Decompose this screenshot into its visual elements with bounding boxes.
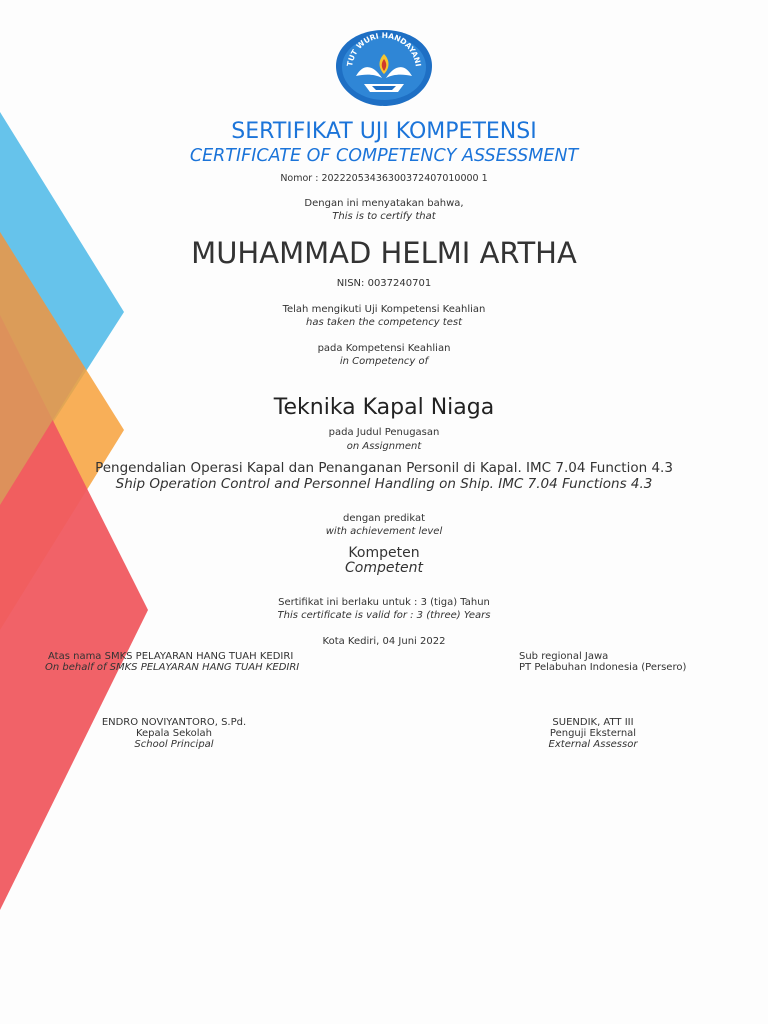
certificate-number: Nomor : 20222053436300372407010000 1 <box>280 173 488 184</box>
predicate-indonesian: Kompeten <box>348 545 420 561</box>
title-english: CERTIFICATE OF COMPETENCY ASSESSMENT <box>189 146 579 166</box>
right-signatory-role-indonesian: Penguji Eksternal <box>549 728 637 739</box>
left-signatory-role-english: School Principal <box>134 739 214 750</box>
left-signatory-role-indonesian: Kepala Sekolah <box>135 728 213 739</box>
svg-text:TUT WURI HANDAYANI: TUT WURI HANDAYANI <box>345 30 423 68</box>
predicate-intro-english: with achievement level <box>325 526 443 537</box>
intro-english: This is to certify that <box>332 211 436 222</box>
place-date: Kota Kediri, 04 Juni 2022 <box>322 636 446 647</box>
assignment-intro-english: on Assignment <box>346 441 422 452</box>
validity-indonesian: Sertifikat ini berlaku untuk : 3 (tiga) Tahun <box>278 597 490 608</box>
left-org-indonesian: Atas nama SMKS PELAYARAN HANG TUAH KEDIRI <box>48 651 294 662</box>
title-indonesian: SERTIFIKAT UJI KOMPETENSI <box>231 119 537 144</box>
validity-english: This certificate is valid for : 3 (three) Years <box>277 610 491 621</box>
predicate-intro-indonesian: dengan predikat <box>342 513 425 524</box>
competency-name: Teknika Kapal Niaga <box>273 395 495 420</box>
competency-intro-indonesian: pada Kompetensi Keahlian <box>317 343 451 354</box>
tut-wuri-handayani-logo <box>334 26 434 108</box>
assignment-indonesian: Pengendalian Operasi Kapal dan Penanganan Personil di Kapal. IMC 7.04 Function 4.3 <box>95 460 673 476</box>
recipient-nisn: NISN: 0037240701 <box>336 278 432 289</box>
intro-indonesian: Dengan ini menyatakan bahwa, <box>304 198 464 209</box>
test-indonesian: Telah mengikuti Uji Kompetensi Keahlian <box>282 304 486 315</box>
assignment-intro-indonesian: pada Judul Penugasan <box>328 427 440 438</box>
right-org-line2: PT Pelabuhan Indonesia (Persero) <box>519 662 687 673</box>
assignment-english: Ship Operation Control and Personnel Handling on Ship. IMC 7.04 Functions 4.3 <box>115 476 653 492</box>
recipient-name: MUHAMMAD HELMI ARTHA <box>191 236 577 270</box>
right-signatory-name: SUENDIK, ATT III <box>552 717 634 728</box>
predicate-english: Competent <box>345 560 423 576</box>
test-english: has taken the competency test <box>305 317 463 328</box>
left-signatory-name: ENDRO NOVIYANTORO, S.Pd. <box>101 717 247 728</box>
competency-intro-english: in Competency of <box>339 356 429 367</box>
left-org-english: On behalf of SMKS PELAYARAN HANG TUAH KEDIRI <box>45 662 300 673</box>
right-signatory-role-english: External Assessor <box>548 739 638 750</box>
right-org-line1: Sub regional Jawa <box>519 651 609 662</box>
